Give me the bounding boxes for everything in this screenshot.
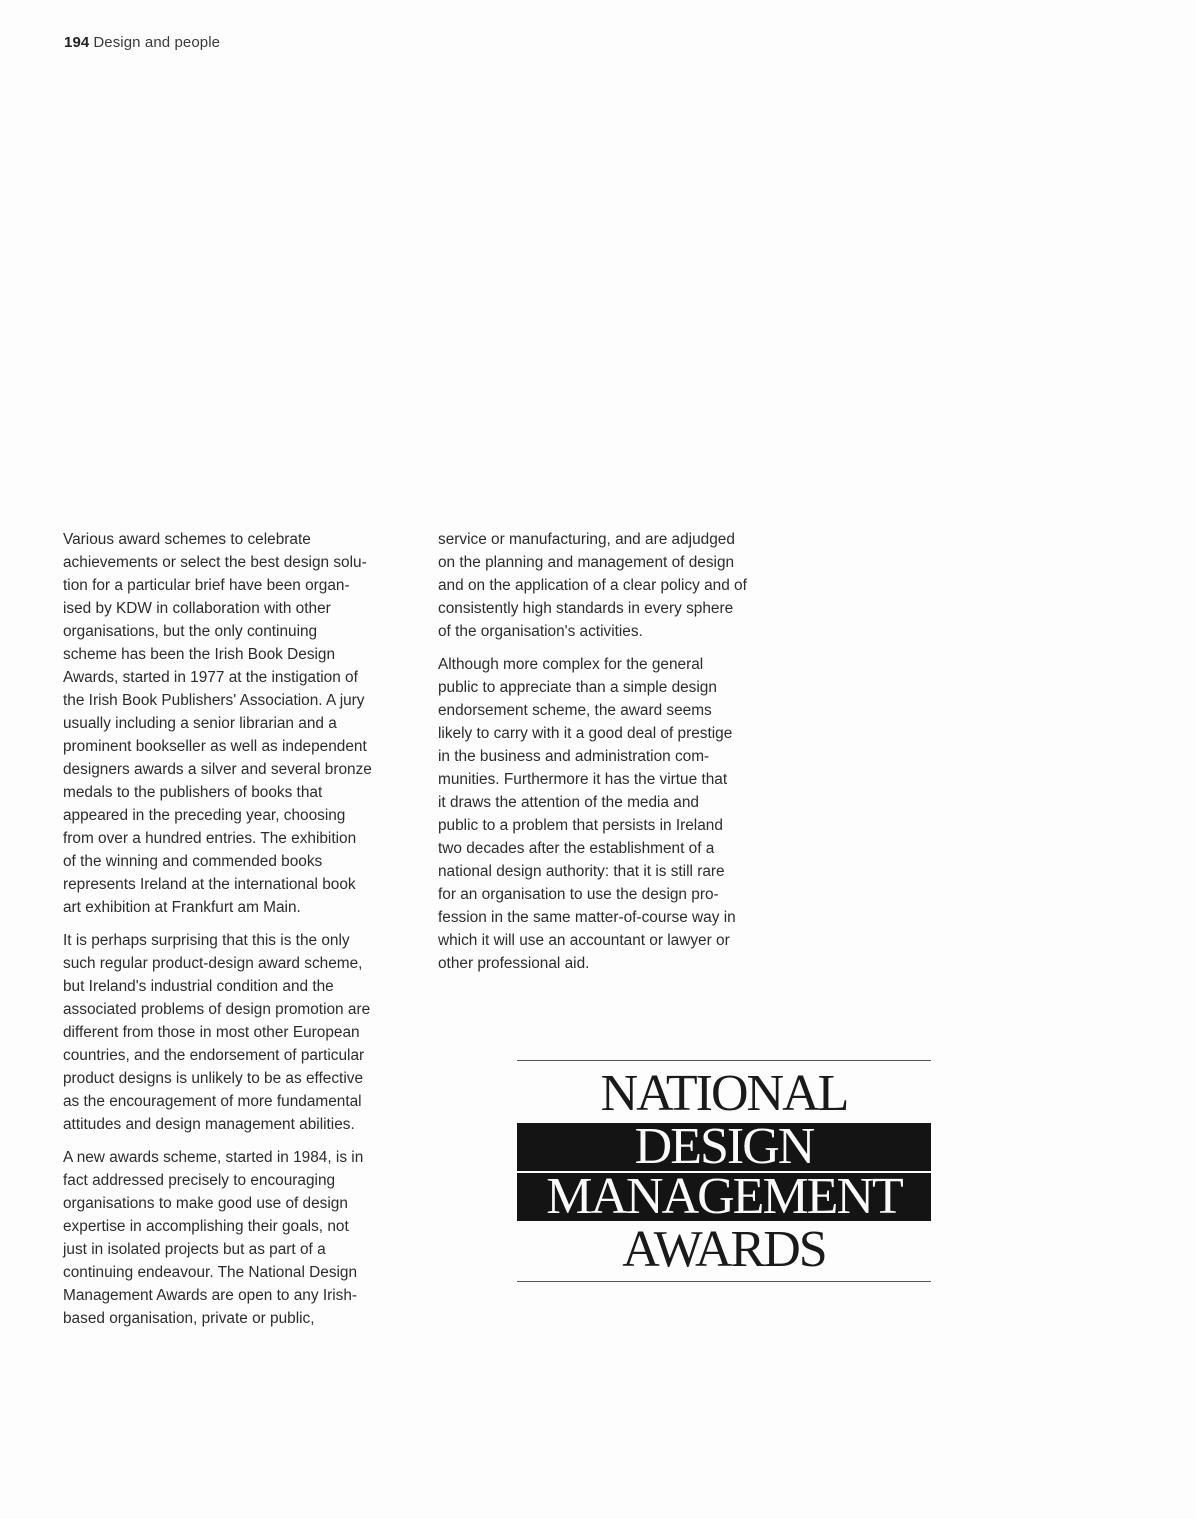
logo-line-national: NATIONAL: [600, 1067, 848, 1121]
paragraph: Although more complex for the general public to appreciate than a simple design endorsement scheme, the award seems likely to carry with it a good deal of prestige in the business and administration com- munities. Furthermore it has the virtue that it draws the attention of the media and public to a problem that persists in Ireland two decades after the establishment of a national design authority: that it is still rare for an organisation to use the design pro- fession in the same matter-of-course way in which it will use an accountant or lawyer or other professional aid.: [438, 656, 736, 972]
logo-line-awards: AWARDS: [622, 1223, 826, 1277]
paragraph: It is perhaps surprising that this is the only such regular product-design award scheme, but Ireland's industrial condition and the associated problems of design promotion are different from those in most other European countries, and the endorsement of particular product designs is unlikely to be as effective as the encouragement of more fundamental attitudes and design management abilities.: [63, 932, 371, 1133]
logo-top-rule: [517, 1060, 931, 1061]
section-title: Design and people: [93, 34, 221, 51]
logo-line-design: DESIGN: [517, 1123, 931, 1171]
left-column: [63, 528, 419, 1340]
paragraph: Various award schemes to celebrate achievements or select the best design solu- tion for a particular brief have been organ- ised by KDW in collaboration with other organisations, but the only continuing scheme has been the Irish Book Design Awards, started in 1977 at the instigation of the Irish Book Publishers' Association. A jury usually including a senior librarian and a prominent bookseller as well as independent designers awards a silver and several bronze medals to the publishers of books that appeared in the preceding year, choosing from over a hundred entries. The exhibition of the winning and commended books represents Ireland at the international book art exhibition at Frankfurt am Main.: [63, 531, 372, 916]
logo-line-management: MANAGEMENT: [517, 1173, 931, 1221]
right-column: [438, 528, 790, 985]
paragraph: A new awards scheme, started in 1984, is in fact addressed precisely to encouraging organisations to make good use of design expertise in accomplishing their goals, not just in isolated projects but as part of a continuing endeavour. The National Design Management Awards are open to any Irish- based organisation, private or public,: [63, 1149, 364, 1327]
page-number: 194: [64, 34, 90, 51]
paragraph: service or manufacturing, and are adjudged on the planning and management of design and on the application of a clear policy and of consistently high standards in every sphere of the organisation's activities.: [438, 531, 747, 640]
running-head: [64, 34, 220, 51]
awards-logo: [517, 1060, 931, 1282]
logo-bottom-rule: [517, 1281, 931, 1282]
